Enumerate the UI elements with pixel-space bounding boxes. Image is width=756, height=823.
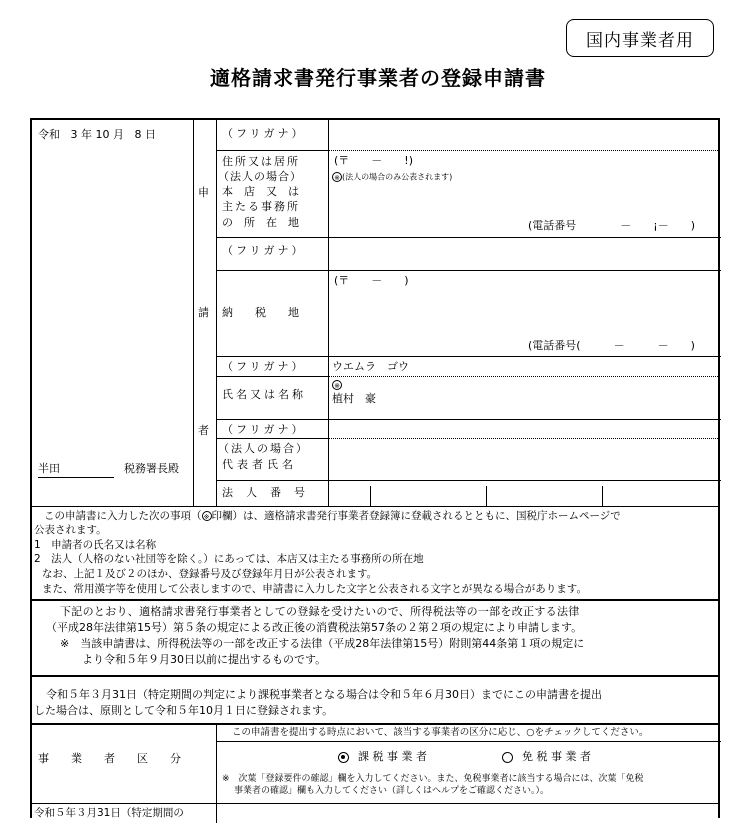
tax-place-furigana-label: （フリガナ） <box>222 244 306 257</box>
category-instruction: この申請書を提出する時点において、該当する事業者の区分に応じ、○をチェックしてください。 <box>232 727 649 738</box>
statement-line4: より令和５年９月30日以前に提出するものです。 <box>82 653 327 666</box>
name-value[interactable]: 植村 豪 <box>332 392 376 405</box>
representative-furigana-label: （フリガナ） <box>222 423 306 436</box>
tax-place-label: 納 税 地 <box>222 306 299 319</box>
application-form <box>30 118 720 818</box>
tax-office-name[interactable]: 半田 <box>38 462 60 475</box>
publication-note1: なお、上記１及び２のほか、登録番号及び登録年月日が公表されます。 <box>42 568 378 580</box>
deadline-line1: 令和５年３月31日（特定期間の判定により課税事業者となる場合は令和５年６月30日）までにこの申請書を提出 <box>46 688 602 701</box>
address-label-line: 主たる事務所 <box>222 200 300 213</box>
taxable-business-radio[interactable] <box>338 752 349 763</box>
address-phone[interactable]: (電話番号 － ¡－ ) <box>528 219 695 232</box>
publication-note2: また、常用漢字等を使用して公表しますので、申請書に入力した文字と公表される文字とが異なる場合があります。 <box>42 583 587 595</box>
category-note2: 事業者の確認」欄も入力してください（詳しくはヘルプをご確認ください。）。 <box>234 786 550 796</box>
publication-line1: この申請書に入力した次の事項（ ※ 印欄）は、適格請求書発行事業者登録簿に登載されるとともに、国税庁ホームページで <box>44 510 621 522</box>
application-date[interactable]: 令和 3 年 10 月 8 日 <box>38 128 156 141</box>
address-furigana-label: （フリガナ） <box>222 127 306 140</box>
publication-item1: 1 申請者の氏名又は名称 <box>34 539 157 551</box>
name-label: 氏名又は名称 <box>222 388 306 401</box>
domestic-business-badge: 国内事業者用 <box>566 19 714 57</box>
address-label-line: （法人の場合） <box>218 170 302 183</box>
publication-line2: 公表されます。 <box>34 524 107 536</box>
name-furigana-value[interactable]: ウエムラ ゴウ <box>332 360 409 373</box>
address-label-line: 住所又は居所 <box>222 155 300 168</box>
form-title: 適格請求書発行事業者の登録申請書 <box>210 66 546 90</box>
address-label-line: の 所 在 地 <box>222 216 299 229</box>
address-label-line: 本 店 又 は <box>222 185 299 198</box>
statement-line3: ※ 当該申請書は、所得税法等の一部を改正する法律（平成28年法律第15号）附則第44条第１項の規定に <box>60 637 585 650</box>
applicant-char: 申 <box>198 186 209 199</box>
exempt-business-label: 免 税 事 業 者 <box>522 750 591 763</box>
taxable-business-label: 課 税 事 業 者 <box>358 750 427 763</box>
category-note1: ※ 次葉「登録要件の確認」欄を入力してください。また、免税事業者に該当する場合には、次葉「免税 <box>222 774 644 784</box>
corporate-number-label: 法 人 番 号 <box>222 486 306 499</box>
tax-place-postal[interactable]: (〒 － ) <box>334 274 409 287</box>
publication-item2: 2 法人（人格のない社団等を除く。）にあっては、本店又は主たる事務所の所在地 <box>34 553 424 565</box>
name-furigana-label: （フリガナ） <box>222 360 306 373</box>
applicant-char: 請 <box>198 306 209 319</box>
address-publish-note: ※ (法人の場合のみ公表されます) <box>332 172 452 183</box>
address-postal[interactable]: (〒 － !) <box>334 154 413 167</box>
applicant-char: 者 <box>198 424 209 437</box>
bottom-row-label: 令和５年３月31日（特定期間の <box>34 807 184 819</box>
tax-office-suffix: 税務署長殿 <box>124 462 179 475</box>
representative-label-line: 代表者氏名 <box>222 458 297 471</box>
statement-line2: （平成28年法律第15号）第５条の規定による改正後の消費税法第57条の２第２項の規定により申請します。 <box>46 621 583 634</box>
name-publish-mark: ※ <box>332 380 342 391</box>
representative-label-line: （法人の場合） <box>218 442 309 455</box>
statement-line1: 下記のとおり、適格請求書発行事業者としての登録を受けたいので、所得税法等の一部を改正する法律 <box>60 605 580 618</box>
business-category-label: 事 業 者 区 分 <box>38 752 181 765</box>
tax-place-phone[interactable]: (電話番号( － － ) <box>528 339 695 352</box>
exempt-business-radio[interactable] <box>502 752 513 763</box>
deadline-line2: した場合は、原則として令和５年10月１日に登録されます。 <box>34 704 334 717</box>
